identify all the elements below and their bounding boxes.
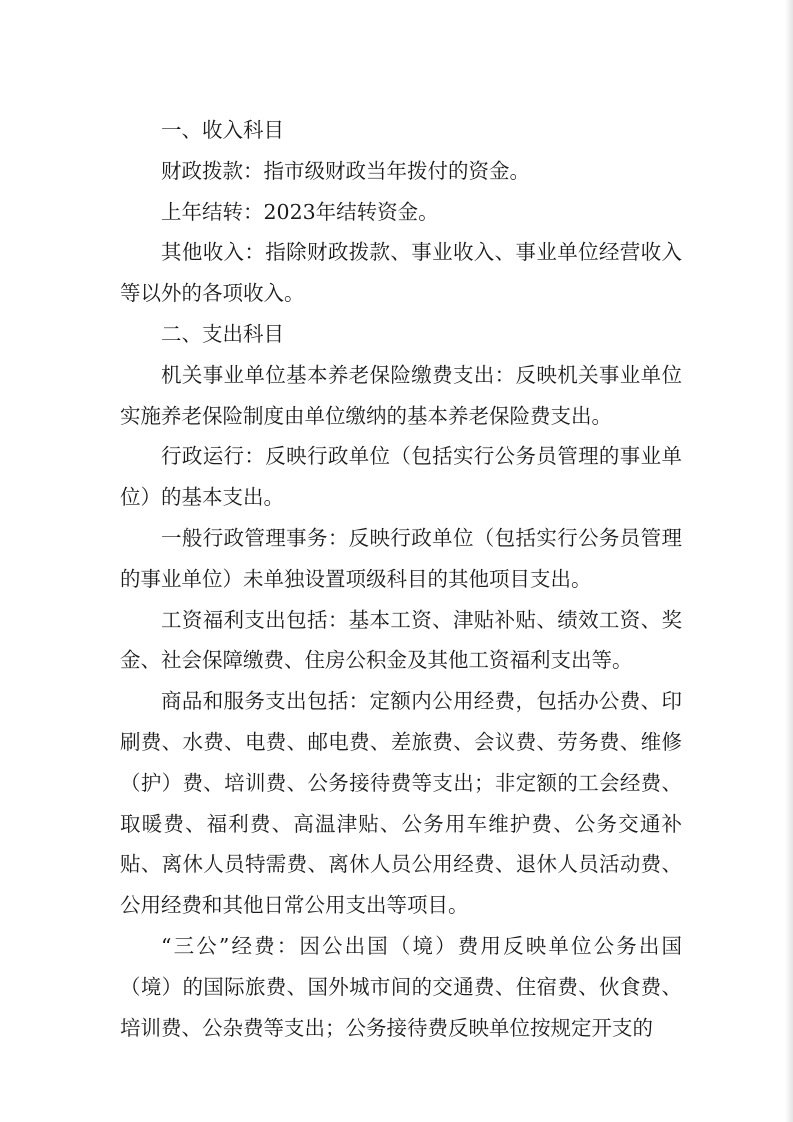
three-public-expenses-paragraph: “三公”经费：因公出国（境）费用反映单位公务出国（境）的国际旅费、国外城市间的交通费、住宿费、伙食费、培训费、公杂费等支出；公务接待费反映单位按规定开支的 <box>120 933 682 1040</box>
carryover-paragraph: 上年结转：2023年结转资金。 <box>161 199 439 224</box>
income-section-heading: 一、收入科目 <box>161 118 284 142</box>
fiscal-appropriation-paragraph: 财政拨款：指市级财政当年拨付的资金。 <box>161 158 530 183</box>
document-body <box>120 110 682 1048</box>
administrative-operation-paragraph: 行政运行：反映行政单位（包括实行公务员管理的事业单位）的基本支出。 <box>120 444 682 510</box>
salary-welfare-paragraph: 工资福利支出包括：基本工资、津贴补贴、绩效工资、奖金、社会保障缴费、住房公积金及其他工资福利支出等。 <box>120 607 682 673</box>
general-admin-affairs-paragraph: 一般行政管理事务：反映行政单位（包括实行公务员管理的事业单位）未单独设置项级科目的其他项目支出。 <box>120 525 682 591</box>
pension-expense-paragraph: 机关事业单位基本养老保险缴费支出：反映机关事业单位实施养老保险制度由单位缴纳的基本养老保险费支出。 <box>120 362 682 428</box>
expense-section-heading: 二、支出科目 <box>161 321 284 346</box>
goods-services-paragraph: 商品和服务支出包括：定额内公用经费，包括办公费、印刷费、水费、电费、邮电费、差旅费、会议费、劳务费、维修（护）费、培训费、公务接待费等支出；非定额的工会经费、取暖费、福利费、高温津贴、公务用车维护费、公务交通补贴、离休人员特需费、离休人员公用经费、退休人员活动费、公用经费和其他日常公用支出等项目。 <box>120 689 682 918</box>
other-income-paragraph: 其他收入：指除财政拨款、事业收入、事业单位经营收入等以外的各项收入。 <box>120 240 682 306</box>
